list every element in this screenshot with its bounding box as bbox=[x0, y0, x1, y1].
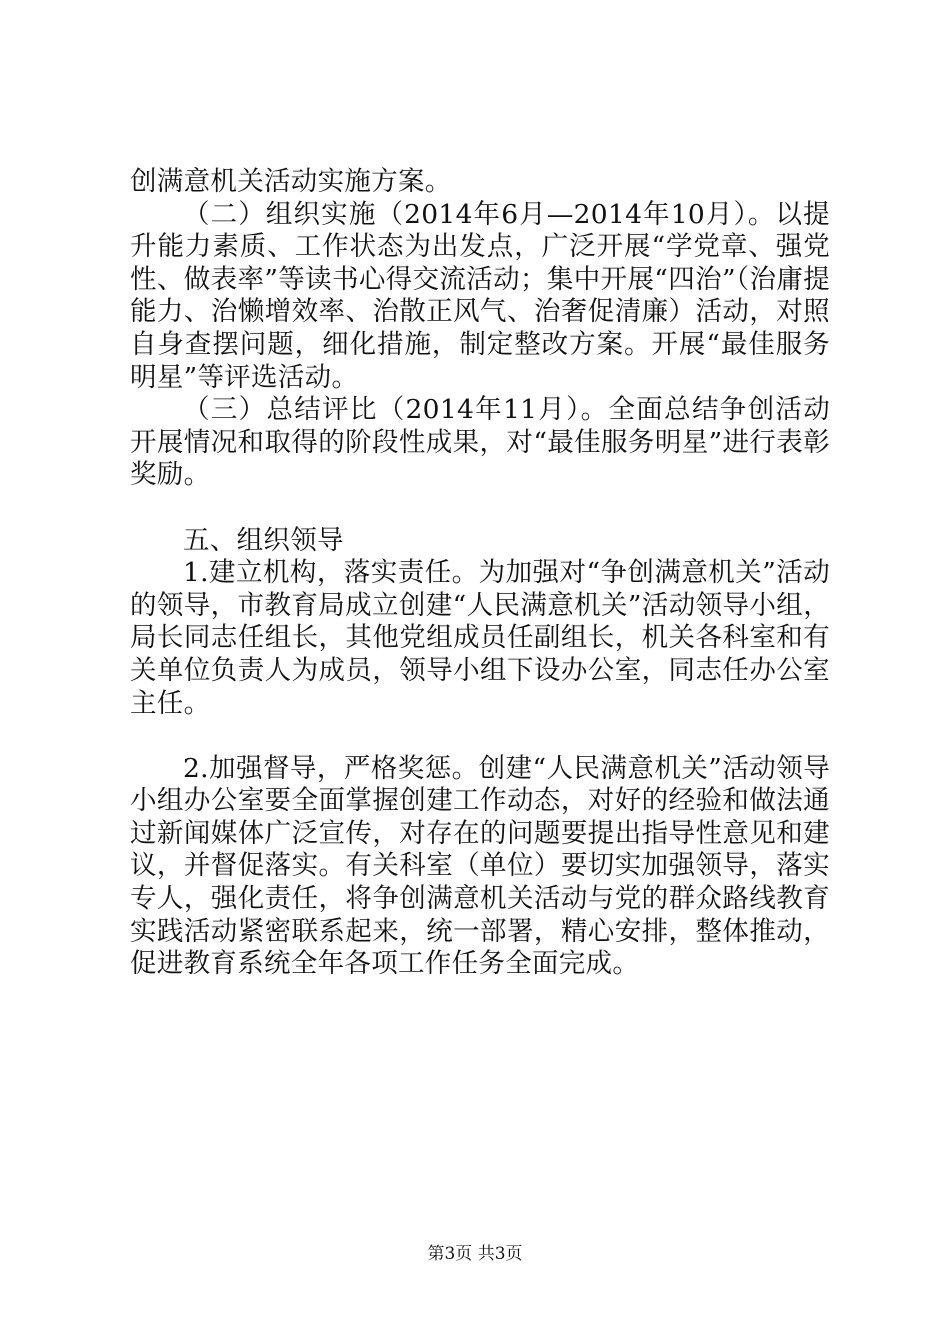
paragraph-continuation: 创满意机关活动实施方案。 bbox=[130, 166, 452, 197]
document-body bbox=[130, 166, 830, 981]
paragraph-establish-agency: 1.建立机构，落实责任。为加强对“争创满意机关”活动的领导，市教育局成立创建“人民满意机关”活动领导小组，局长同志任组长，其他党组成员任副组长，机关各科室和有关单位负责人为成员，领导小组下设办公室，同志任办公室主任。 bbox=[130, 557, 830, 719]
paragraph-summary-evaluation: （三）总结评比（2014年11月）。全面总结争创活动开展情况和取得的阶段性成果，对“最佳服务明星”进行表彰奖励。 bbox=[130, 394, 830, 491]
paragraph-organize-implement: （二）组织实施（2014年6月—2014年10月）。以提升能力素质、工作状态为出发点，广泛开展“学党章、强党性、做表率”等读书心得交流活动；集中开展“四治”（治庸提能力、治懒增效率、治散正风气、治奢促清廉）活动，对照自身查摆问题，细化措施，制定整改方案。开展“最佳服务明星”等评选活动。 bbox=[130, 198, 830, 393]
page-number-footer: 第3页 共3页 bbox=[427, 1244, 523, 1264]
section-heading-organization-leadership: 五、组织领导 bbox=[183, 524, 344, 556]
paragraph-strengthen-supervision: 2.加强督导，严格奖惩。创建“人民满意机关”活动领导小组办公室要全面掌握创建工作动态，对好的经验和做法通过新闻媒体广泛宣传，对存在的问题要提出指导性意见和建议，并督促落实。有关科室（单位）要切实加强领导，落实专人，强化责任，将争创满意机关活动与党的群众路线教育实践活动紧密联系起来，统一部署，精心安排，整体推动，促进教育系统全年各项工作任务全面完成。 bbox=[130, 752, 830, 980]
